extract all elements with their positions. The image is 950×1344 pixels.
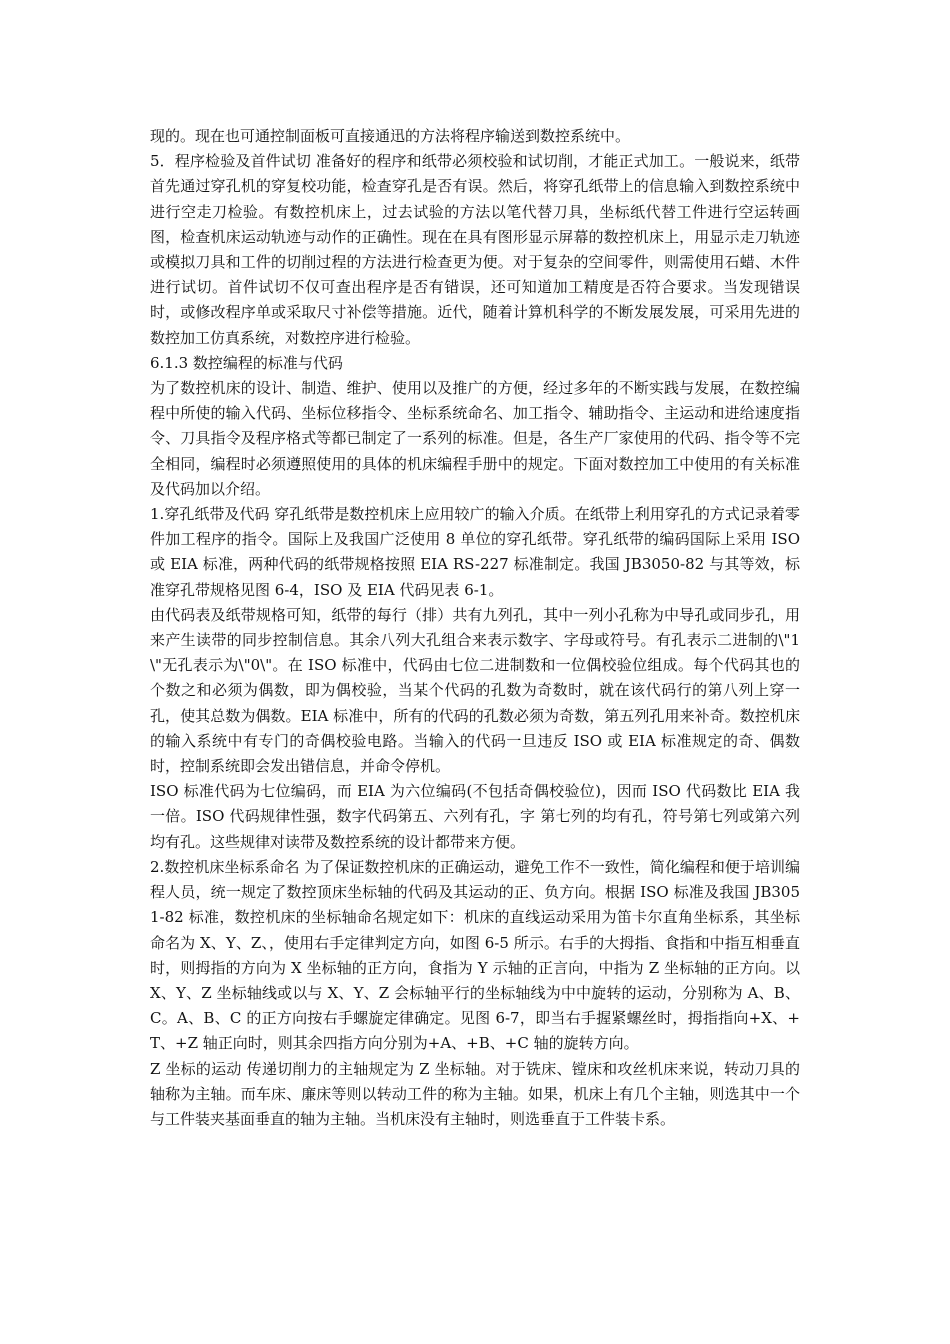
paragraph-parity: 由代码表及纸带规格可知，纸带的每行（排）共有九列孔，其中一列小孔称为中导孔或同步孔，用来产生读带的同步控制信息。其余八列大孔组合来表示数字、字母或符号。有孔表示二进制的\"1\"无孔表示为\"0\"。在 ISO 标准中，代码由七位二进制数和一位偶校验位组成。每个代码其也的个数之和必须为偶数，即为偶校验，当某个代码的孔数为奇数时，就在该代码行的第八列上穿一孔，使其总数为偶数。EIA 标准中，所有的代码的孔数必须为奇数，第五列孔用来补奇。数控机床的输入系统中有专门的奇偶校验电路。当输入的代码一旦违反 ISO 或 EIA 标准规定的奇、偶数时，控制系统即会发出错信息，并命令停机。 bbox=[150, 605, 800, 776]
paragraph-standards-intro: 为了数控机床的设计、制造、维护、使用以及推广的方便，经过多年的不断实践与发展，在数控编程中所使的输入代码、坐标位移指令、坐标系统命名、加工指令、辅助指令、主运动和进给速度指令、刀具指令及程序格式等都已制定了一系列的标准。但是，各生产厂家使用的代码、指令等不完全相同，编程时必须遵照使用的具体的机床编程手册中的规定。下面对数控加工中使用的有关标准及代码加以介绍。 bbox=[150, 379, 800, 498]
paragraph-coordinate-naming: 2.数控机床坐标系命名 为了保证数控机床的正确运动，避免工作不一致性，简化编程和便于培训编程人员，统一规定了数控顶床坐标轴的代码及其运动的正、负方向。根据 ISO 标准及我国 JB3051-82 标准，数控机床的坐标轴命名规定如下：机床的直线运动采用为笛卡尔直角坐标系，其坐标命名为 X、Y、Z、，使用右手定律判定方向，如图 6-5 所示。右手的大拇指、食指和中指互相垂直时，则拇指的方向为 X 坐标轴的正方向，食指为 Y 示轴的正言向，中指为 Z 坐标轴的正方向。以 X、Y、Z 坐标轴线或以与 X、Y、Z 会标轴平行的坐标轴线为中中旋转的运动，分别称为 A、B、C。A、B、C 的正方向按右手螺旋定律确定。见图 6-7，即当右手握紧螺丝时，拇指指向+X、+T、+Z 轴正向时，则其余四指方向分别为+A、+B、+C 轴的旋转方向。 bbox=[150, 857, 800, 1053]
document-page bbox=[150, 124, 800, 1132]
paragraph-iso-eia: ISO 标准代码为七位编码，而 EIA 为六位编码(不包括奇偶校验位)，因而 ISO 代码数比 EIA 我一倍。ISO 代码规律性强，数字代码第五、六列有孔，字 第七列的均有孔，符号第七列或第六列均有孔。这些规律对读带及数控系统的设计都带来方便。 bbox=[150, 782, 800, 851]
paragraph-z-axis: Z 坐标的运动 传递切削力的主轴规定为 Z 坐标轴。对于铣床、镗床和攻丝机床来说，转动刀具的轴称为主轴。而车床、廉床等则以转动工件的称为主轴。如果，机床上有几个主轴，则选其中一个与工件装夹基面垂直的轴为主轴。当机床没有主轴时，则选垂直于工件装卡系。 bbox=[150, 1059, 800, 1128]
section-heading: 6.1.3 数控编程的标准与代码 bbox=[150, 353, 343, 372]
paragraph-punched-tape: 1.穿孔纸带及代码 穿孔纸带是数控机床上应用较广的输入介质。在纸带上利用穿孔的方式记录着零件加工程序的指令。国际上及我国广泛使用 8 单位的穿孔纸带。穿孔纸带的编码国际上采用 ISO 或 EIA 标准，两种代码的纸带规格按照 EIA RS-227 标准制定。我国 JB3050-82 与其等效，标准穿孔带规格见图 6-4，ISO 及 EIA 代码见表 6-1。 bbox=[150, 505, 800, 599]
paragraph-program-check: 5．程序检验及首件试切 准备好的程序和纸带必须校验和试切削，才能正式加工。一般说来，纸带首先通过穿孔机的穿复校功能，检查穿孔是否有误。然后，将穿孔纸带上的信息输入到数控系统中进行空走刀检验。有数控机床上，过去试验的方法以笔代替刀具，坐标纸代替工件进行空运转画图，检查机床运动轨迹与动作的正确性。现在在具有图形显示屏幕的数控机床上，用显示走刀轨迹或模拟刀具和工件的切削过程的方法进行检查更为便。对于复杂的空间零件，则需使用石蜡、木件进行试切。首件试切不仅可查出程序是否有错误，还可知道加工精度是否符合要求。当发现错误时，或修改程序单或采取尺寸补偿等措施。近代，随着计算机科学的不断发展发展，可采用先进的数控加工仿真系统，对数控序进行检验。 bbox=[150, 152, 800, 347]
paragraph-continuation: 现的。现在也可通控制面板可直接通迅的方法将程序输送到数控系统中。 bbox=[150, 127, 631, 145]
